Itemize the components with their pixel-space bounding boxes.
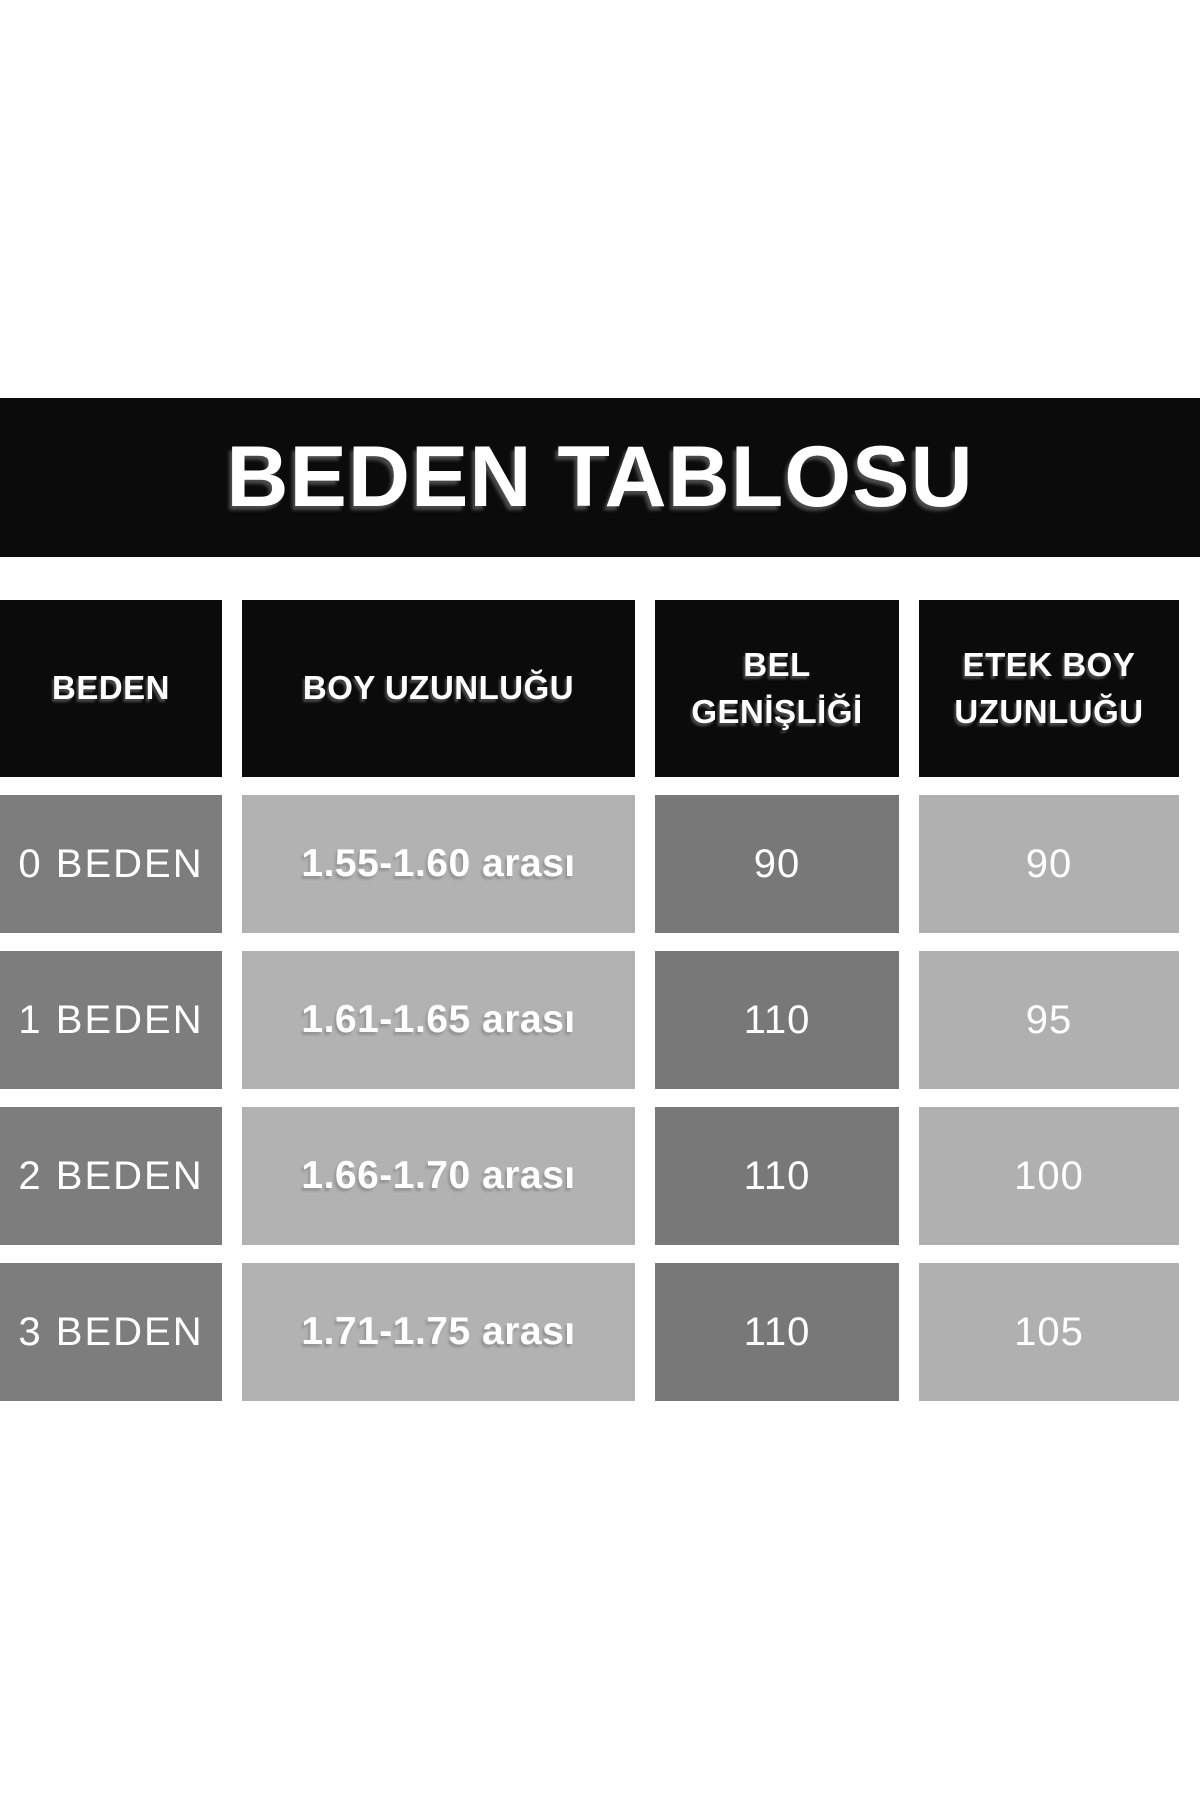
header-label-line2: GENİŞLİĞİ (691, 692, 863, 730)
title-banner (0, 398, 1200, 557)
row1-cell-boy: 1.55-1.60 arası (242, 795, 635, 933)
row3-cell-bel: 110 (655, 1107, 899, 1245)
page-title: BEDEN TABLOSU (226, 429, 974, 525)
row2-cell-etek: 95 (919, 951, 1179, 1089)
header-label-line1: ETEK BOY (962, 646, 1136, 684)
row2-cell-boy: 1.61-1.65 arası (242, 951, 635, 1089)
header-label-line2: UZUNLUĞU (954, 692, 1144, 730)
header-label: BOY UZUNLUĞU (302, 669, 575, 707)
row3-cell-etek: 100 (919, 1107, 1179, 1245)
row2-cell-bel: 110 (655, 951, 899, 1089)
row1-cell-bel: 90 (655, 795, 899, 933)
row2-cell-beden: 1 BEDEN (0, 951, 222, 1089)
row1-cell-beden: 0 BEDEN (0, 795, 222, 933)
row3-cell-boy: 1.66-1.70 arası (242, 1107, 635, 1245)
row4-cell-beden: 3 BEDEN (0, 1263, 222, 1401)
row4-cell-boy: 1.71-1.75 arası (242, 1263, 635, 1401)
header-label-line1: BEL (743, 646, 811, 684)
header-label: BEDEN (51, 669, 171, 707)
row3-cell-beden: 2 BEDEN (0, 1107, 222, 1245)
row4-cell-etek: 105 (919, 1263, 1179, 1401)
row1-cell-etek: 90 (919, 795, 1179, 933)
size-table (0, 600, 1179, 1401)
header-cell-boy-uzunlugu (242, 600, 635, 777)
header-cell-etek-boy (919, 600, 1179, 777)
header-cell-bel-genisligi (655, 600, 899, 777)
row4-cell-bel: 110 (655, 1263, 899, 1401)
header-cell-beden (0, 600, 222, 777)
